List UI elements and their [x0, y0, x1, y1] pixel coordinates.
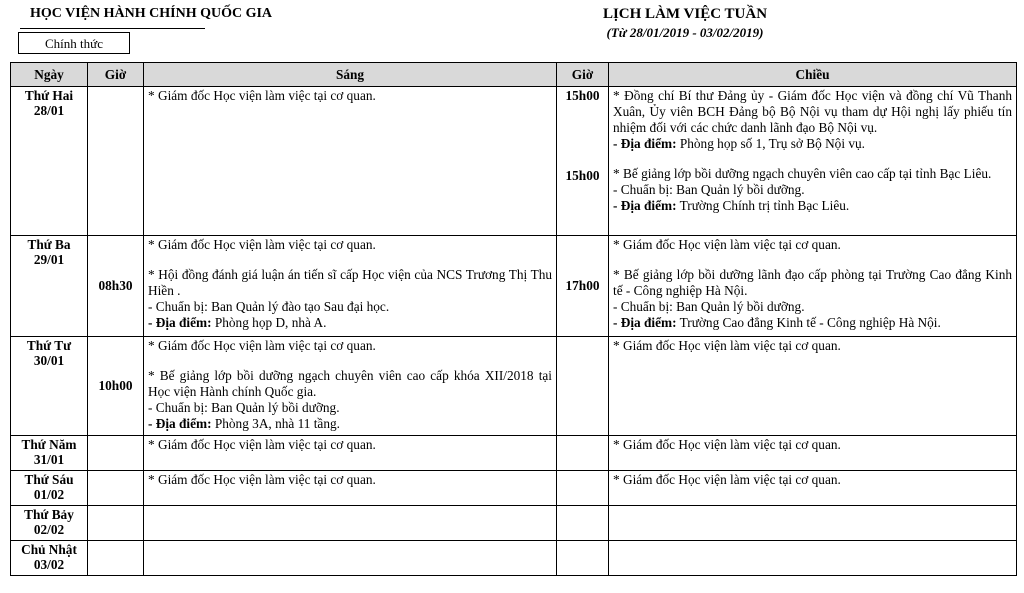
morning-cell [144, 471, 557, 506]
morning-cell [144, 436, 557, 471]
day-cell [11, 87, 88, 236]
day-date: 31/01 [33, 452, 65, 467]
location-line [148, 315, 552, 331]
activity: * Giám đốc Học viện làm việc tại cơ quan. [148, 338, 376, 353]
afternoon-cell [609, 436, 1017, 471]
activity: * Bế giảng lớp bồi dưỡng ngạch chuyên viên cao cấp tại tỉnh Bạc Liêu. [613, 166, 992, 181]
day-date: 02/02 [33, 522, 65, 537]
location-value: Trường Chính trị tỉnh Bạc Liêu. [676, 198, 850, 213]
time-cell [557, 436, 609, 471]
day-date: 29/01 [33, 252, 65, 267]
location-line [613, 136, 1012, 152]
location-label: - Địa điểm: [148, 315, 212, 330]
morning-cell [144, 506, 557, 541]
day-cell [11, 471, 88, 506]
org-name: HỌC VIỆN HÀNH CHÍNH QUỐC GIA [30, 6, 273, 21]
location-label: - Địa điểm: [613, 198, 677, 213]
activity: * Bế giảng lớp bồi dưỡng ngạch chuyên viên cao cấp khóa XII/2018 tại Học viện Hành chính Quốc gia. [148, 368, 552, 399]
table-row [11, 436, 1017, 471]
time-cell [557, 541, 609, 576]
day-name: Thứ Hai [24, 88, 74, 103]
activity: * Giám đốc Học viện làm việc tại cơ quan. [613, 338, 841, 353]
time-cell [88, 87, 144, 236]
header-row [11, 63, 1017, 87]
activity: * Đồng chí Bí thư Đảng ủy - Giám đốc Học viện và đồng chí Vũ Thanh Xuân, Ủy viên BCH Đảng bộ Bộ Nội vụ tham dự Hội nghị lấy phiếu tín nhiệm đối với các chức danh lãnh đạo Bộ Nội vụ. [613, 88, 1012, 135]
afternoon-cell [609, 337, 1017, 436]
date-range: (Từ 28/01/2019 - 03/02/2019) [606, 25, 764, 40]
activity: * Giám đốc Học viện làm việc tại cơ quan. [613, 237, 841, 252]
time-label: 15h00 [565, 88, 600, 103]
day-cell [11, 236, 88, 337]
table-row [11, 236, 1017, 337]
org-underline [20, 28, 205, 29]
status-stamp: Chính thức [18, 32, 130, 54]
time-cell: 17h00 [557, 236, 609, 337]
day-cell [11, 506, 88, 541]
location-label: - Địa điểm: [148, 416, 212, 431]
day-name: Thứ Năm [21, 437, 77, 452]
day-date: 01/02 [33, 487, 65, 502]
table-row [11, 506, 1017, 541]
time-cell [88, 471, 144, 506]
day-cell [11, 436, 88, 471]
day-date: 03/02 [33, 557, 65, 572]
day-cell [11, 541, 88, 576]
location-value: Phòng họp số 1, Trụ sở Bộ Nội vụ. [676, 136, 865, 151]
afternoon-cell [609, 471, 1017, 506]
time-cell [88, 436, 144, 471]
time-cell [557, 87, 609, 236]
table-row [11, 471, 1017, 506]
activity: * Bế giảng lớp bồi dưỡng lãnh đạo cấp phòng tại Trường Cao đẳng Kinh tế - Công nghiệp Hà Nội. [613, 267, 1012, 298]
prep-line: - Chuẩn bị: Ban Quản lý đào tạo Sau đại học. [148, 299, 390, 314]
activity: * Giám đốc Học viện làm việc tại cơ quan. [148, 437, 376, 452]
day-name: Thứ Ba [27, 237, 71, 252]
time-cell [88, 541, 144, 576]
location-value: Trường Cao đẳng Kinh tế - Công nghiệp Hà Nội. [676, 315, 941, 330]
afternoon-cell [609, 506, 1017, 541]
activity: * Giám đốc Học viện làm việc tại cơ quan. [613, 472, 841, 487]
activity: * Giám đốc Học viện làm việc tại cơ quan. [613, 437, 841, 452]
time-label: 15h00 [565, 168, 600, 183]
day-cell [11, 337, 88, 436]
location-label: - Địa điểm: [613, 315, 677, 330]
afternoon-cell [609, 541, 1017, 576]
page-title: LỊCH LÀM VIỆC TUẦN [602, 6, 768, 22]
time-cell [557, 337, 609, 436]
morning-cell [144, 337, 557, 436]
day-name: Chủ Nhật [21, 542, 77, 557]
day-name: Thứ Tư [26, 338, 72, 353]
location-value: Phòng họp D, nhà A. [211, 315, 327, 330]
location-label: - Địa điểm: [613, 136, 677, 151]
table-row [11, 541, 1017, 576]
table-row [11, 337, 1017, 436]
activity: * Giám đốc Học viện làm việc tại cơ quan. [148, 88, 376, 103]
col-afternoon: Chiều [609, 63, 1017, 87]
location-value: Phòng 3A, nhà 11 tầng. [211, 416, 340, 431]
morning-cell [144, 87, 557, 236]
col-time-pm: Giờ [557, 63, 609, 87]
location-line [613, 198, 1012, 214]
prep-line: - Chuẩn bị: Ban Quản lý bồi dưỡng. [148, 400, 340, 415]
afternoon-cell [609, 236, 1017, 337]
time-cell [557, 471, 609, 506]
day-name: Thứ Sáu [24, 472, 74, 487]
table-row [11, 87, 1017, 236]
time-cell: 10h00 [88, 337, 144, 436]
day-date: 28/01 [33, 103, 65, 118]
activity: * Giám đốc Học viện làm việc tại cơ quan. [148, 237, 376, 252]
col-day: Ngày [11, 63, 88, 87]
day-date: 30/01 [33, 353, 65, 368]
col-time-am: Giờ [88, 63, 144, 87]
day-name: Thứ Bảy [24, 507, 74, 522]
time-cell [557, 506, 609, 541]
activity: * Giám đốc Học viện làm việc tại cơ quan. [148, 472, 376, 487]
time-cell [88, 506, 144, 541]
activity: * Hội đồng đánh giá luận án tiến sĩ cấp Học viện của NCS Trương Thị Thu Hiền . [148, 267, 552, 298]
morning-cell [144, 541, 557, 576]
prep-line: - Chuẩn bị: Ban Quản lý bồi dưỡng. [613, 182, 805, 197]
location-line [613, 315, 1012, 331]
location-line [148, 416, 552, 432]
afternoon-cell [609, 87, 1017, 236]
morning-cell [144, 236, 557, 337]
col-morning: Sáng [144, 63, 557, 87]
time-cell: 08h30 [88, 236, 144, 337]
prep-line: - Chuẩn bị: Ban Quản lý bồi dưỡng. [613, 299, 805, 314]
schedule-table [10, 62, 1017, 576]
